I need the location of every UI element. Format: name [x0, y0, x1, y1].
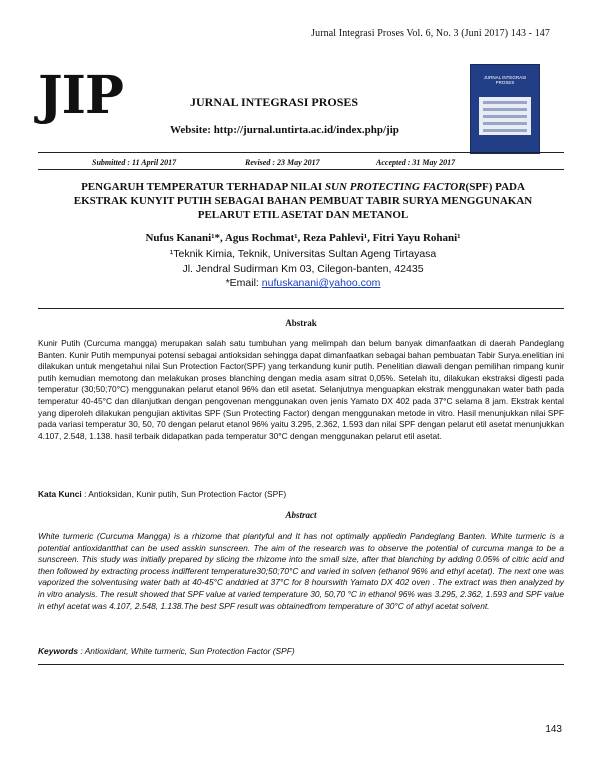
title-italic: SUN PROTECTING FACTOR: [324, 181, 466, 193]
header-rule-top: [38, 152, 564, 153]
cover-illustration: [479, 97, 531, 135]
journal-cover-image: [470, 64, 540, 154]
email-label: *Email:: [225, 277, 262, 289]
running-header: Jurnal Integrasi Proses Vol. 6, No. 3 (Juni 2017) 143 - 147: [311, 28, 550, 39]
kata-kunci-label: Kata Kunci: [38, 489, 82, 499]
keywords: [38, 646, 564, 656]
journal-logo: JIP: [38, 65, 124, 126]
abstract-body: White turmeric (Curcuma Mangga) is a rhizome that plantyful and It has not optimally appliedin Pandeglang Banten. White turmeric is a potential antioxidantthat can be used asskin sunscreen. The aim of the research was to observe the potential of curcuma manga to be a sunscreen. This study was initially prepared by slicing the rhizome into the small size, after that blanching by adding 0.05% of citric acid and then followed by extracting process indifferent temperature30;50;70°C and varied in solven (ethanol 96% and ethyl acetat). The next one was vaporized the solventusing water bath at 40-45°C anddried at 37°C for 8 hourswith Yamato DX 402 oven . The extract was then analyzed by in vitro analysis. The result showed that SPF value at varied temperature 30, 50,70 °C in ethanol 96% was 3.295, 2.362, 1.593 and SPF value in ethyl acetat was 4.107, 2.548, 1.138.The best SPF result was obtainedfrom temperature of 30°C of athyl acetat solvent.: [38, 531, 564, 611]
journal-name: JURNAL INTEGRASI PROSES: [190, 95, 359, 109]
kata-kunci-text: : Antioksidan, Kunir putih, Sun Protection Factor (SPF): [84, 489, 287, 499]
cover-title: JURNAL INTEGRASI PROSES: [483, 75, 527, 86]
email-link[interactable]: nufuskanani@yahoo.com: [261, 277, 381, 289]
abstract-heading: Abstract: [285, 510, 317, 520]
abstrak-body: Kunir Putih (Curcuma mangga) merupakan salah satu tumbuhan yang melimpah dan belum banyak dimanfaatkan di daerah Pandeglang Banten. Kunir Putih mempunyai potensi sebagai antioksidan sehingga dapat dimanfaatkan sebagai bahan pembuatan Tabir Surya.enelitian ini dilakukan untuk mengetahui nilai Sun Protection Factor(SPF) yang terkandung kunir putih. Penelitian diawali dengan pemilihan rimpang kunir putih kemudian memotong dan melakukan proses blanching dengan media asam sitrat 0,05%. Setelah itu, dilakukan ekstraksi digesti pada temperatur (30;50;70°C) menggunakan pelarut etanol 96% dan etil asetat. Selanjutnya menguapkan ekstrak menggunakan water bath pada temperatur 40-45°C dan dilanjutkan dengan pengovenan menggunakan oven jenis Yamato DX 402 pada 37°C selama 8 jam. Ekstrak kental yang diperoleh dilakukan pengujian aktivitas SPF (Sun Protecting Factor) dengan menggunakan metode in vitro. Hasil menunjukkan nilai SPF pada variasi temperatur 30, 50, 70 dengan pelarut etanol 96% yaitu 3.295, 2.362, 1.593 dan nilai SPF dengan pelarut etil asetat menunjukkan 4.107, 2.548, 1.138. hasil terbaik didapatkan pada temperatur 30°C dengan menggunakan pelarut etil asetat.: [38, 338, 564, 441]
accepted-date: Accepted : 31 May 2017: [376, 158, 456, 167]
submitted-date: Submitted : 11 April 2017: [92, 158, 177, 167]
kata-kunci: [38, 489, 564, 499]
affiliation-line2: Jl. Jendral Sudirman Km 03, Cilegon-banten, 42435: [182, 263, 424, 275]
article-title: [60, 180, 546, 222]
journal-website[interactable]: Website: http://jurnal.untirta.ac.id/index.php/jip: [170, 124, 399, 136]
abstrak-heading: Abstrak: [285, 318, 317, 328]
header-rule-bottom: [38, 169, 564, 170]
keywords-rule: [38, 664, 564, 665]
affiliation-line1: ¹Teknik Kimia, Teknik, Universitas Sultan Ageng Tirtayasa: [169, 248, 437, 260]
abstrak-rule: [38, 308, 564, 309]
title-part2: (SPF) PADA EKSTRAK KUNYIT PUTIH SEBAGAI BAHAN PEMBUAT TABIR SURYA MENGGUNAKAN PELARUT ETIL ASETAT DAN METANOL: [73, 181, 533, 221]
keywords-text: : Antioxidant, White turmeric, Sun Protection Factor (SPF): [80, 646, 295, 656]
page-number: 143: [545, 724, 562, 735]
author-list: Nufus Kanani¹*, Agus Rochmat¹, Reza Pahlevi¹, Fitri Yayu Rohani¹: [145, 232, 461, 244]
affiliation-email: [60, 277, 546, 289]
keywords-label: Keywords: [38, 646, 79, 656]
revised-date: Revised : 23 May 2017: [245, 158, 320, 167]
title-part1: PENGARUH TEMPERATUR TERHADAP NILAI: [81, 181, 325, 193]
